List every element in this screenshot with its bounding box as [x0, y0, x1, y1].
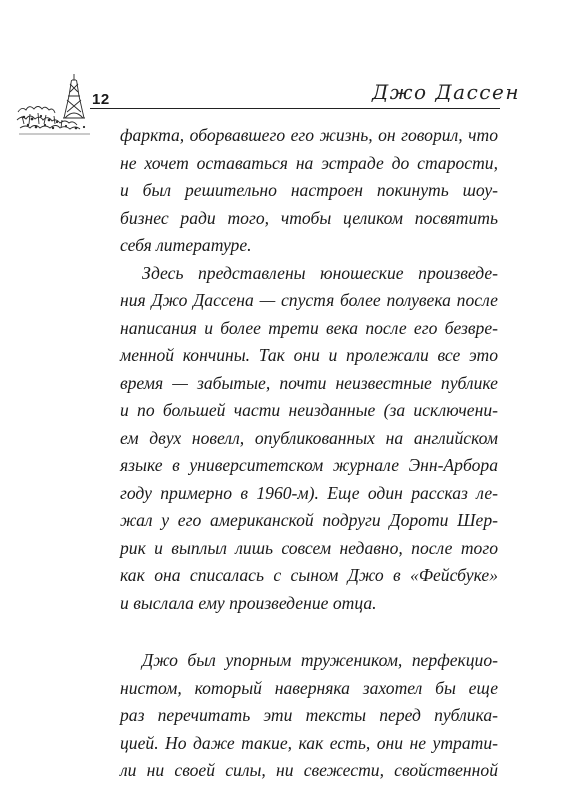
text-line: и по большей части неизданные (за исключени- — [120, 400, 498, 420]
text-line: году примерно в 1960-м). Еще один рассказ ле- — [120, 482, 498, 503]
paragraph — [120, 647, 498, 785]
header-rule — [90, 108, 500, 109]
text-line: языке в университетском журнале Энн-Арбора — [120, 455, 498, 475]
text-line: ли ни своей силы, ни свежести, свойственной — [120, 760, 498, 780]
page-number: 12 — [92, 91, 110, 108]
text-line: себя литературе. — [120, 235, 252, 255]
eiffel-tower-sketch-icon — [16, 72, 92, 138]
paragraph — [120, 260, 498, 618]
text-line: фаркта, оборвавшего его жизнь, он говорил, что — [120, 125, 498, 145]
page-header — [0, 0, 561, 140]
paragraph — [120, 122, 498, 260]
text-line: как она списалась с сыном Джо в «Фейсбуке» — [120, 565, 498, 585]
text-line: бизнес ради того, чтобы целиком посвятить — [120, 207, 498, 228]
text-line: и был решительно настроен покинуть шоу- — [120, 180, 498, 200]
text-line: цией. Но даже такие, как есть, они не утрати- — [120, 732, 498, 753]
text-line: ния Джо Дассена — спустя более полувека после — [120, 290, 498, 310]
text-line: жал у его американской подруги Дороти Шер- — [120, 510, 498, 530]
text-line: рик и выплыл лишь совсем недавно, после того — [120, 537, 498, 558]
text-line: не хочет оставаться на эстраде до старости, — [120, 152, 498, 173]
running-title: Джо Дассен — [372, 80, 520, 104]
text-line: Здесь представлены юношеские произведе- — [142, 262, 498, 283]
text-line: ем двух новелл, опубликованных на английском — [120, 427, 498, 448]
text-line: раз перечитать эти тексты перед публика- — [120, 705, 498, 725]
text-line: и выслала ему произведение отца. — [120, 592, 377, 613]
text-line: время — забытые, почти неизвестные публике — [120, 372, 498, 393]
text-line: менной кончины. Так они и пролежали все это — [120, 345, 498, 365]
text-line: нистом, который наверняка захотел бы еще — [120, 677, 498, 698]
text-line: Джо был упорным тружеником, перфекцио- — [142, 650, 498, 670]
text-line: написания и более трети века после его безвре- — [120, 317, 498, 338]
body-text — [120, 122, 498, 785]
